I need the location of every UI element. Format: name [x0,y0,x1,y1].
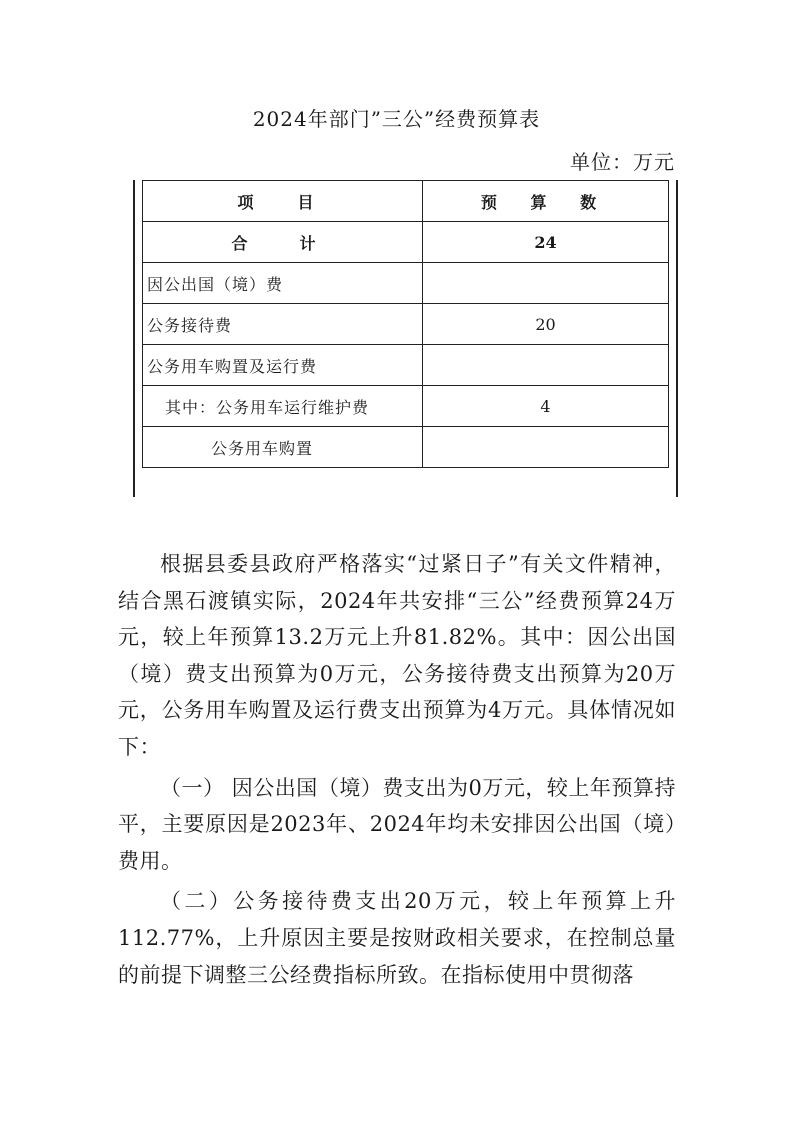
table-header-row [143,181,669,222]
row-value: 20 [423,304,669,345]
table-row [143,386,669,427]
header-budget: 预 算 数 [423,181,669,222]
row-value [423,427,669,468]
table-row-total [143,222,669,263]
row-item-label: 公务用车购置及运行费 [143,345,423,386]
row-item-label: 合 计 [143,222,423,263]
row-value: 24 [423,222,669,263]
table-row [143,427,669,468]
row-value: 4 [423,386,669,427]
row-item-label: 其中：公务用车运行维护费 [143,386,423,427]
row-item-label: 公务接待费 [143,304,423,345]
body-text [118,546,676,997]
row-item-label: 公务用车购置 [143,427,423,468]
paragraph: （二）公务接待费支出20万元，较上年预算上升112.77%，上升原因主要是按财政相关要求，在控制总量的前提下调整三公经费指标所致。在指标使用中贯彻落 [118,889,676,987]
budget-table [142,180,669,468]
header-item: 项 目 [143,181,423,222]
document-title: 2024年部门”三公”经费预算表 [252,107,541,131]
unit-label: 单位：万元 [570,150,675,174]
row-value [423,345,669,386]
table-row [143,304,669,345]
table-row [143,263,669,304]
paragraph: （一） 因公出国（境）费支出为0万元，较上年预算持平，主要原因是2023年、2024年均未安排因公出国（境）费用。 [118,775,676,873]
table-row [143,345,669,386]
row-value [423,263,669,304]
paragraph: 根据县委县政府严格落实“过紧日子”有关文件精神，结合黑石渡镇实际，2024年共安排“三公”经费预算24万元，较上年预算13.2万元上升81.82%。其中：因公出国（境）费支出预算为0万元，公务接待费支出预算为20万元，公务用车购置及运行费支出预算为4万元。具体情况如下： [118,552,676,759]
row-item-label: 因公出国（境）费 [143,263,423,304]
